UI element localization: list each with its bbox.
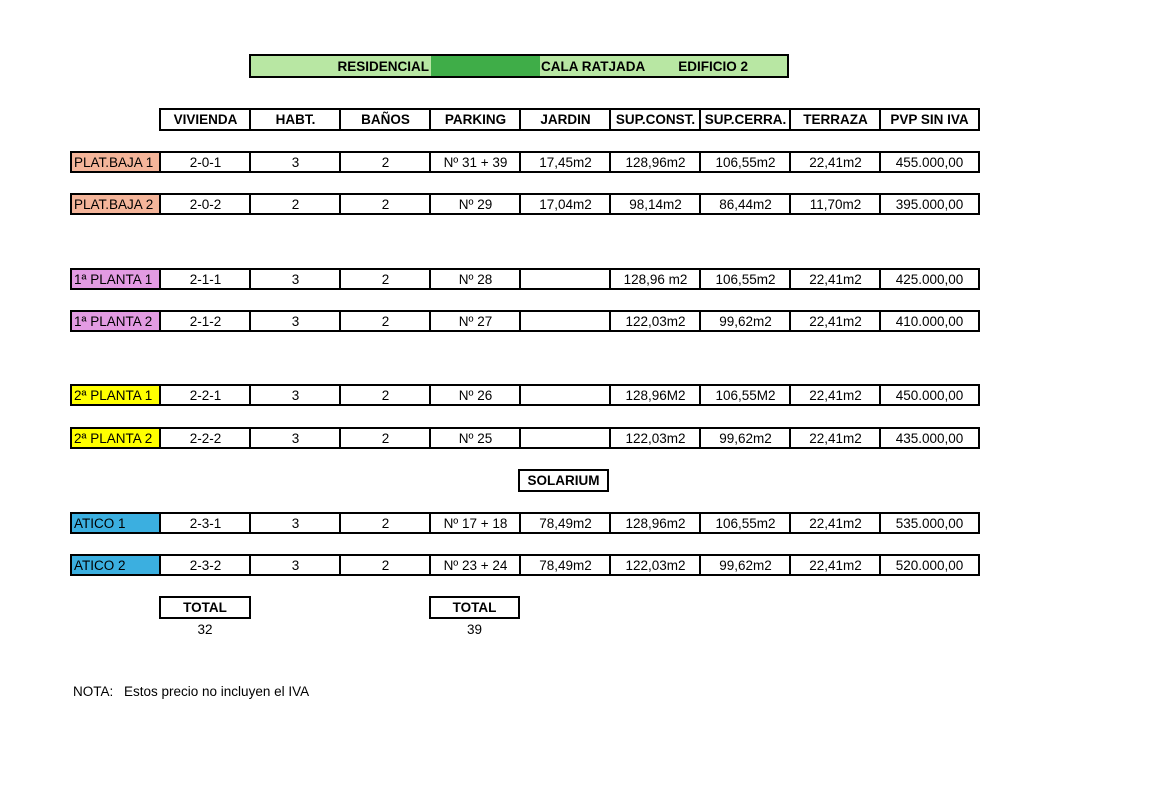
cell-jardin: 78,49m2 [519,512,610,534]
total-rooms-value: 32 [197,621,213,637]
cell-vivienda: 2-3-1 [159,512,250,534]
cell-pvp: 410.000,00 [879,310,980,332]
cell-sup-const: 128,96m2 [609,512,700,534]
header-pvp: PVP SIN IVA [879,108,980,131]
cell-sup-const: 122,03m2 [609,554,700,576]
header-habt: HABT. [249,108,340,131]
cell-pvp: 395.000,00 [879,193,980,215]
cell-parking: Nº 31 + 39 [429,151,520,173]
header-jardin: JARDIN [519,108,610,131]
cell-habt: 2 [249,193,340,215]
cell-sup-cerra: 86,44m2 [699,193,790,215]
cell-jardin: 17,45m2 [519,151,610,173]
cell-terraza: 22,41m2 [789,268,880,290]
cell-sup-const: 128,96 m2 [609,268,700,290]
header-sup-cerra: SUP.CERRA. [699,108,790,131]
cell-vivienda: 2-1-1 [159,268,250,290]
total-parking-label: TOTAL [429,596,520,619]
cell-vivienda: 2-2-1 [159,384,250,406]
cell-banos: 2 [339,427,430,449]
cell-parking: Nº 27 [429,310,520,332]
cell-terraza: 22,41m2 [789,427,880,449]
cell-sup-cerra: 106,55m2 [699,512,790,534]
header-terraza: TERRAZA [789,108,880,131]
total-rooms-label: TOTAL [159,596,251,619]
row-label: PLAT.BAJA 1 [70,151,160,173]
cell-vivienda: 2-0-2 [159,193,250,215]
cell-vivienda: 2-3-2 [159,554,250,576]
cell-banos: 2 [339,554,430,576]
row-label: ATICO 1 [70,512,160,534]
cell-habt: 3 [249,310,340,332]
cell-terraza: 22,41m2 [789,512,880,534]
cell-sup-const: 122,03m2 [609,427,700,449]
cell-terraza: 22,41m2 [789,384,880,406]
cell-terraza: 22,41m2 [789,554,880,576]
cell-habt: 3 [249,384,340,406]
title-residencial: RESIDENCIAL [249,54,431,78]
row-label: 1ª PLANTA 2 [70,310,160,332]
cell-sup-cerra: 99,62m2 [699,310,790,332]
header-banos: BAÑOS [339,108,430,131]
cell-habt: 3 [249,151,340,173]
note-label: NOTA: [73,684,114,699]
cell-sup-cerra: 106,55m2 [699,268,790,290]
title-green-block [431,54,540,78]
title-location-block [540,54,789,78]
cell-parking: Nº 17 + 18 [429,512,520,534]
cell-pvp: 450.000,00 [879,384,980,406]
row-label: ATICO 2 [70,554,160,576]
cell-banos: 2 [339,151,430,173]
cell-banos: 2 [339,512,430,534]
cell-sup-cerra: 106,55m2 [699,151,790,173]
row-label: PLAT.BAJA 2 [70,193,160,215]
row-label: 1ª PLANTA 1 [70,268,160,290]
row-label: 2ª PLANTA 2 [70,427,160,449]
header-parking: PARKING [429,108,520,131]
cell-sup-cerra: 106,55M2 [699,384,790,406]
cell-banos: 2 [339,193,430,215]
cell-jardin [519,384,610,406]
cell-parking: Nº 23 + 24 [429,554,520,576]
header-vivienda: VIVIENDA [159,108,250,131]
cell-sup-cerra: 99,62m2 [699,427,790,449]
row-label: 2ª PLANTA 1 [70,384,160,406]
cell-jardin: 78,49m2 [519,554,610,576]
cell-sup-const: 98,14m2 [609,193,700,215]
cell-pvp: 435.000,00 [879,427,980,449]
cell-banos: 2 [339,310,430,332]
note-text: Estos precio no incluyen el IVA [124,684,310,699]
cell-parking: Nº 26 [429,384,520,406]
cell-vivienda: 2-0-1 [159,151,250,173]
cell-terraza: 22,41m2 [789,151,880,173]
cell-jardin [519,310,610,332]
cell-banos: 2 [339,268,430,290]
cell-sup-const: 128,96M2 [609,384,700,406]
cell-jardin [519,268,610,290]
cell-terraza: 22,41m2 [789,310,880,332]
cell-sup-const: 122,03m2 [609,310,700,332]
title-building: EDIFICIO 2 [678,58,749,74]
cell-habt: 3 [249,512,340,534]
cell-parking: Nº 29 [429,193,520,215]
cell-habt: 3 [249,268,340,290]
cell-pvp: 425.000,00 [879,268,980,290]
cell-parking: Nº 25 [429,427,520,449]
cell-terraza: 11,70m2 [789,193,880,215]
cell-vivienda: 2-2-2 [159,427,250,449]
cell-vivienda: 2-1-2 [159,310,250,332]
cell-pvp: 455.000,00 [879,151,980,173]
total-parking-value: 39 [466,621,483,637]
solarium-label: SOLARIUM [518,469,609,492]
cell-pvp: 520.000,00 [879,554,980,576]
cell-banos: 2 [339,384,430,406]
cell-parking: Nº 28 [429,268,520,290]
cell-sup-cerra: 99,62m2 [699,554,790,576]
cell-sup-const: 128,96m2 [609,151,700,173]
header-sup-const: SUP.CONST. [609,108,700,131]
cell-jardin: 17,04m2 [519,193,610,215]
cell-habt: 3 [249,427,340,449]
cell-habt: 3 [249,554,340,576]
cell-pvp: 535.000,00 [879,512,980,534]
title-location: CALA RATJADA [541,58,646,74]
cell-jardin [519,427,610,449]
